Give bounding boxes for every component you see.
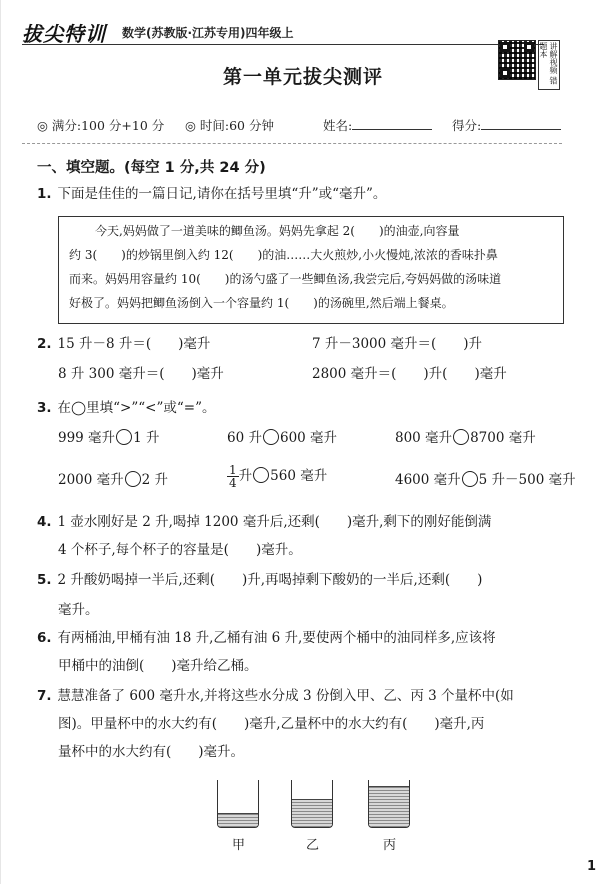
comparison-item: 999 毫升 1 升: [58, 430, 160, 446]
equation: 15 升－8 升＝( )毫升: [57, 336, 211, 352]
grade-label: 得分:: [452, 118, 482, 133]
comparison-item: 800 毫升 8700 毫升: [395, 430, 536, 446]
cup-water: [369, 786, 409, 827]
question-number: 5.: [37, 572, 52, 588]
question-number: 2.: [37, 336, 52, 352]
question-text: 1 壶水刚好是 2 升,喝掉 1200 毫升后,还剩( )毫升,剩下的刚好能倒满: [57, 514, 492, 530]
brand-logo: 拔尖特训: [22, 22, 106, 46]
comparison-item: $\frac{1}{4}$ 升 560 毫升: [229, 463, 328, 490]
time-info: ◎ 时间:60 分钟: [185, 118, 274, 133]
name-blank[interactable]: [352, 118, 432, 130]
cup-label: 甲: [232, 838, 246, 853]
measuring-cup-jia: [217, 780, 259, 828]
qr-label: 讲解视频 错题本: [538, 40, 560, 90]
compare-circle[interactable]: [453, 429, 469, 445]
grade-blank[interactable]: [481, 118, 561, 130]
cup-water: [218, 813, 258, 827]
question-text: 有两桶油,甲桶有油 18 升,乙桶有油 6 升,要使两个桶中的油同样多,应该将: [57, 630, 496, 646]
question-number: 6.: [37, 630, 52, 646]
name-label: 姓名:: [323, 118, 353, 133]
page-title: 第一单元拔尖测评: [222, 66, 383, 88]
compare-circle[interactable]: [116, 429, 132, 445]
score-info: ◎ 满分:100 分+10 分: [37, 118, 165, 133]
section-divider: [22, 143, 562, 144]
diary-line: 好极了。妈妈把鲫鱼汤倒入一个容量约 1( )的汤碗里,然后端上餐桌。: [69, 296, 454, 310]
question-text: 慧慧准备了 600 毫升水,并将这些水分成 3 份倒入甲、乙、丙 3 个量杯中(如: [57, 688, 514, 704]
diary-box: [58, 216, 564, 324]
diary-line: 今天,妈妈做了一道美味的鲫鱼汤。妈妈先拿起 2( )的油壶,向容量: [95, 224, 460, 238]
measuring-cup-bing: [368, 780, 410, 828]
cup-water: [292, 799, 332, 827]
equation: 7 升－3000 毫升＝( )升: [312, 336, 483, 352]
name-field[interactable]: [323, 116, 432, 134]
question-text: 毫升。: [58, 602, 99, 618]
comparison-item: 60 升 600 毫升: [227, 430, 338, 446]
question-number: 1.: [37, 186, 52, 202]
header-divider: [22, 44, 544, 45]
question-text: 量杯中的水大约有( )毫升。: [58, 744, 245, 760]
compare-circle[interactable]: [462, 471, 478, 487]
comparison-item: 2000 毫升 2 升: [58, 472, 169, 488]
question-text: 甲桶中的油倒( )毫升给乙桶。: [58, 658, 258, 674]
page-number: 1: [586, 859, 596, 874]
question-text: 2 升酸奶喝掉一半后,还剩( )升,再喝掉剩下酸奶的一半后,还剩( ): [57, 572, 483, 588]
book-info: 数学(苏教版·江苏专用)四年级上: [122, 26, 294, 40]
equation: 8 升 300 毫升＝( )毫升: [58, 366, 224, 382]
cup-label: 丙: [383, 838, 397, 853]
compare-circle[interactable]: [253, 467, 269, 483]
section-title: 一、填空题。(每空 1 分,共 24 分): [37, 160, 266, 176]
question-text: 下面是佳佳的一篇日记,请你在括号里填“升”或“毫升”。: [57, 186, 387, 202]
compare-circle[interactable]: [125, 471, 141, 487]
question-number: 4.: [37, 514, 52, 530]
diary-line: 而来。妈妈用容量约 10( )的汤勺盛了一些鲫鱼汤,我尝完后,夸妈妈做的汤味道: [69, 272, 502, 286]
fraction: $\frac{1}{4}$: [229, 463, 237, 490]
measuring-cup-yi: [291, 780, 333, 828]
grade-field[interactable]: [452, 116, 561, 134]
compare-circle[interactable]: [263, 429, 279, 445]
question-number: 3.: [37, 400, 52, 416]
page-margin: [0, 0, 1, 884]
diary-line: 约 3( )的炒锅里倒入约 12( )的油……大火煎炒,小火慢炖,浓浓的香味扑鼻: [69, 248, 498, 262]
comparison-item: 4600 毫升 5 升－500 毫升: [395, 472, 576, 488]
question-text: 4 个杯子,每个杯子的容量是( )毫升。: [58, 542, 302, 558]
equation: 2800 毫升＝( )升( )毫升: [312, 366, 507, 382]
question-text: 图)。甲量杯中的水大约有( )毫升,乙量杯中的水大约有( )毫升,丙: [58, 716, 485, 732]
cup-label: 乙: [306, 838, 320, 853]
question-number: 7.: [37, 688, 52, 704]
question-text: 在◯里填“>”“<”或“=”。: [57, 400, 216, 416]
